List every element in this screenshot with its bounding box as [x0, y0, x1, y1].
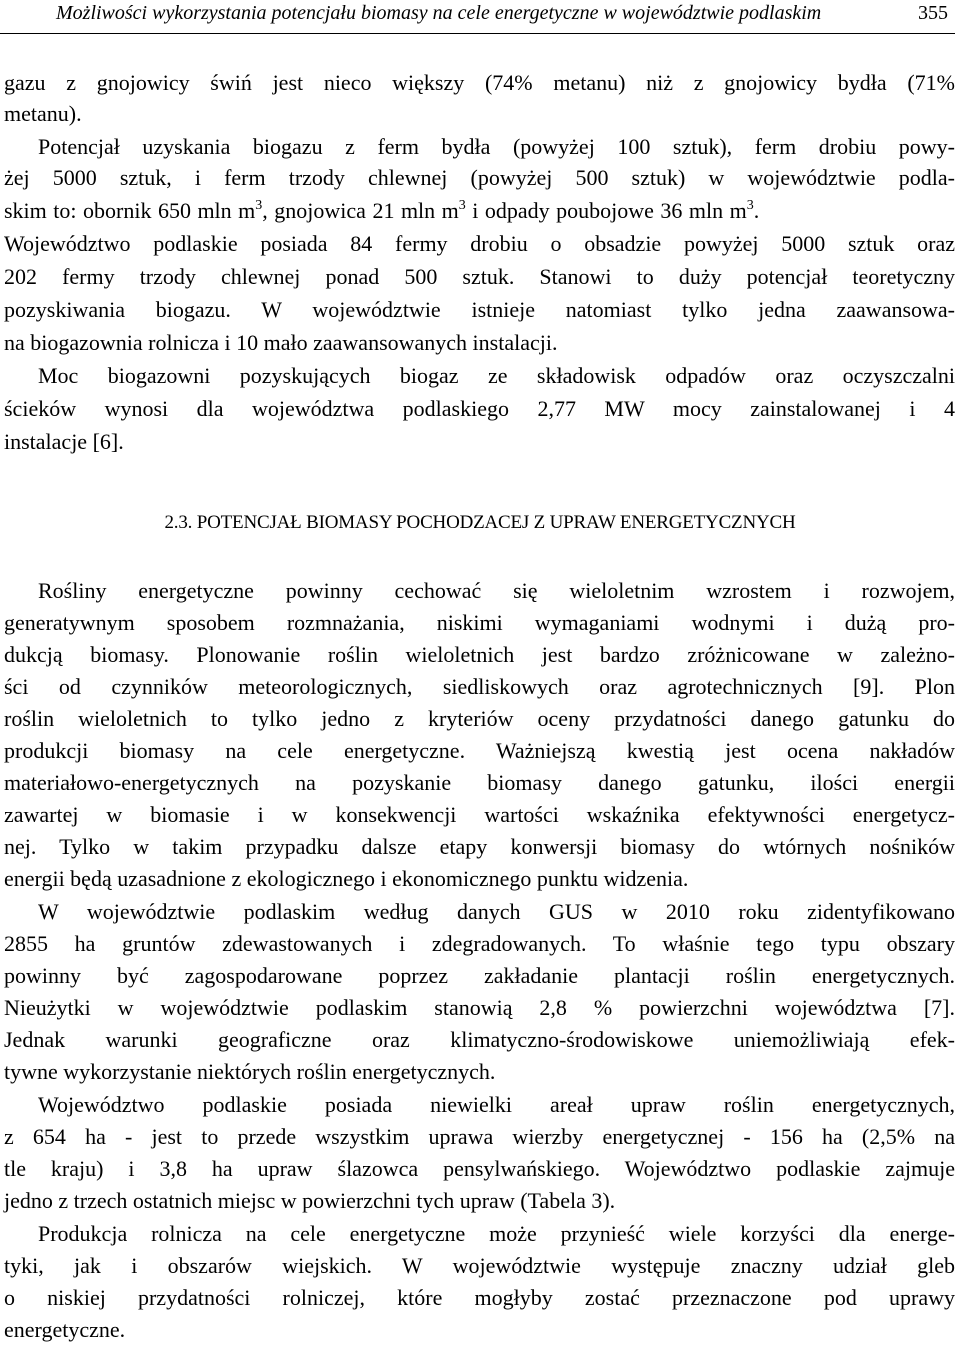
p5-line-3: powinny być zagospodarowane poprzez zakładanie plantacji roślin energetycznych.: [4, 963, 955, 988]
page-number: 355: [918, 2, 948, 24]
p4-line-8: zawartej w biomasie i w konsekwencji wartości wskaźnika efektywności energetycz-: [4, 802, 955, 827]
p6-line-1: Województwo podlaskie posiada niewielki areał upraw roślin energetycznych,: [38, 1092, 955, 1117]
p4-line-5: roślin wieloletnich to tylko jedno z kryteriów oceny przydatności danego gatunku do: [4, 706, 955, 731]
p6-line-2: z 654 ha - jest to przede wszystkim uprawa wierzby energetycznej - 156 ha (2,5% na: [4, 1124, 955, 1149]
p2-line-2: żej 5000 sztuk, i ferm trzody chlewnej (powyżej 500 sztuk) w województwie podla-: [4, 165, 955, 190]
p4-line-4: ści od czynników meteorologicznych, siedliskowych oraz agrotechnicznych [9]. Plon: [4, 674, 955, 699]
p6-line-4: jedno z trzech ostatnich miejsc w powierzchni tych upraw (Tabela 3).: [4, 1188, 616, 1213]
header-rule: [0, 33, 955, 34]
p2-line-7: na biogazownia rolnicza i 10 mało zaawansowanych instalacji.: [4, 330, 558, 355]
p4-line-9: nej. Tylko w takim przypadku dalsze etapy konwersji biomasy do wtórnych nośników: [4, 834, 955, 859]
p1-line-2: metanu).: [4, 101, 82, 126]
p2-line-5: 202 fermy trzody chlewnej ponad 500 sztuk. Stanowi to duży potencjał teoretyczny: [4, 264, 955, 289]
p1-line-1: gazu z gnojowicy świń jest nieco większy (74% metanu) niż z gnojowicy bydła (71%: [4, 70, 955, 95]
p7-line-2: tyki, jak i obszarów wiejskich. W województwie występuje znaczny udział gleb: [4, 1253, 955, 1278]
section-heading: 2.3. POTENCJAŁ BIOMASY POCHODZACEJ Z UPRAW ENERGETYCZNYCH: [164, 512, 796, 533]
p5-line-2: 2855 ha gruntów zdewastowanych i zdegradowanych. To właśnie tego typu obszary: [4, 931, 955, 956]
p5-line-5: Jednak warunki geograficzne oraz klimatyczno-środowiskowe uniemożliwiają efek-: [4, 1027, 955, 1052]
p4-line-1: Rośliny energetyczne powinny cechować się wieloletnim wzrostem i rozwojem,: [38, 578, 955, 603]
p3-line-1: Moc biogazowni pozyskujących biogaz ze składowisk odpadów oraz oczyszczalni: [38, 363, 955, 388]
p6-line-3: tle kraju) i 3,8 ha upraw ślazowca pensylwańskiego. Województwo podlaskie zajmuje: [4, 1156, 955, 1181]
running-header: [0, 0, 955, 34]
p2-line-3: skim to: obornik 650 mln $m^3$, gnojowica 21 mln $m^3$ i odpady poubojowe 36 mln $m^3$.: [4, 198, 760, 223]
p2-line-4: Województwo podlaskie posiada 84 fermy drobiu o obsadzie powyżej 5000 sztuk oraz: [4, 231, 955, 256]
p5-line-1: W województwie podlaskim według danych GUS w 2010 roku zidentyfikowano: [38, 899, 955, 924]
p4-line-10: energii będą uzasadnione z ekologicznego i ekonomicznego punktu widzenia.: [4, 866, 689, 891]
p2-line-6: pozyskiwania biogazu. W województwie istnieje natomiast tylko jedna zaawansowa-: [4, 297, 955, 322]
p2-line-1: Potencjał uzyskania biogazu z ferm bydła (powyżej 100 sztuk), ferm drobiu powy-: [38, 134, 955, 159]
running-title: Możliwości wykorzystania potencjału biomasy na cele energetyczne w województwie podlaskim: [56, 2, 822, 24]
p3-line-3: instalacje [6].: [4, 429, 124, 454]
p4-line-6: produkcji biomasy na cele energetyczne. Ważniejszą kwestią jest ocena nakładów: [4, 738, 955, 763]
p7-line-4: energetyczne.: [4, 1317, 126, 1342]
p4-line-7: materiałowo-energetycznych na pozyskanie biomasy danego gatunku, ilości energii: [4, 770, 955, 795]
p5-line-4: Nieużytki w województwie podlaskim stanowią 2,8 % powierzchni województwa [7].: [4, 995, 955, 1020]
p7-line-3: o niskiej przydatności rolniczej, które mogłyby zostać przeznaczone pod uprawy: [4, 1285, 955, 1310]
p5-line-6: tywne wykorzystanie niektórych roślin energetycznych.: [4, 1059, 496, 1084]
p3-line-2: ścieków wynosi dla województwa podlaskiego 2,77 MW mocy zainstalowanej i 4: [4, 396, 955, 421]
p7-line-1: Produkcja rolnicza na cele energetyczne może przynieść wiele korzyści dla energe-: [38, 1221, 955, 1246]
p4-line-3: dukcją biomasy. Plonowanie roślin wieloletnich jest bardzo zróżnicowane w zależno-: [4, 642, 955, 667]
p4-line-2: generatywnym sposobem rozmnażania, niskimi wymaganiami wodnymi i dużą pro-: [4, 610, 955, 635]
